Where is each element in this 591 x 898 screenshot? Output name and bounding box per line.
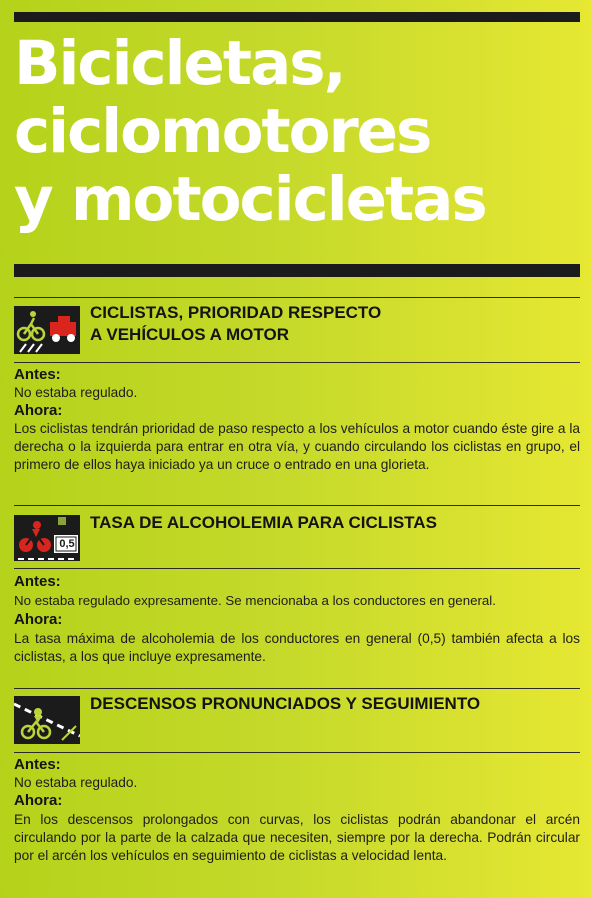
section-2-antes-text: No estaba regulado expresamente. Se mencionaba a los conductores en general. [14, 593, 496, 608]
section-2-title [90, 512, 437, 534]
section-2-bottom-rule [14, 568, 580, 569]
top-bar [14, 12, 580, 22]
alcohol-test-cyclist-icon [14, 515, 80, 561]
section-2-antes-label: Antes: [14, 573, 61, 590]
section-3-antes-label: Antes: [14, 756, 61, 773]
section-2-top-rule [14, 505, 580, 506]
title-line-2: ciclomotores [14, 96, 431, 167]
section-3-top-rule [14, 688, 580, 689]
section-1-ahora-text: Los ciclistas tendrán prioridad de paso respecto a los vehículos a motor cuando éste gire a la derecha o la izquierda para entrar en otra vía, y cuando circulando los ciclistas en grupo, el primero de ellos haya iniciado ya un cruce o entrado en una glorieta. [14, 421, 580, 472]
section-1-title [90, 302, 381, 346]
section-3-title-line-1: DESCENSOS PRONUNCIADOS Y SEGUIMIENTO [90, 694, 481, 713]
cyclist-and-car-icon [14, 306, 80, 354]
page-title [14, 30, 486, 234]
section-1-antes-text: No estaba regulado. [14, 385, 138, 400]
section-3-antes-text: No estaba regulado. [14, 775, 138, 790]
section-1-antes-label: Antes: [14, 366, 61, 383]
section-2-title-line-1: TASA DE ALCOHOLEMIA PARA CICLISTAS [90, 513, 437, 532]
section-2-ahora-text: La tasa máxima de alcoholemia de los conductores en general (0,5) también afecta a los ciclistas, a los que incluye expresamente. [14, 631, 580, 664]
section-3-ahora-text: En los descensos prolongados con curvas, los ciclistas podrán abandonar el arcén circulando por la parte de la calzada que necesiten, siempre por la derecha. Podrán circular por el arcén los vehículos en seguimiento de ciclistas a velocidad lenta. [14, 812, 580, 863]
section-3-bottom-rule [14, 752, 580, 753]
section-3-title [90, 693, 480, 715]
section-1-top-rule [14, 297, 580, 298]
alcohol-rate-badge: 0,5 [59, 538, 75, 550]
section-1-title-line-1: CICLISTAS, PRIORIDAD RESPECTO [90, 303, 382, 322]
title-line-3: y motocicletas [14, 164, 486, 235]
section-2-ahora-label: Ahora: [14, 611, 63, 628]
section-1-title-line-2: A VEHÍCULOS A MOTOR [90, 325, 289, 344]
section-1-ahora-label: Ahora: [14, 402, 63, 419]
cyclist-descent-icon [14, 696, 80, 744]
section-1-bottom-rule [14, 362, 580, 363]
title-underline-bar [14, 264, 580, 277]
title-line-1: Bicicletas, [14, 28, 345, 99]
section-3-ahora-label: Ahora: [14, 792, 63, 809]
